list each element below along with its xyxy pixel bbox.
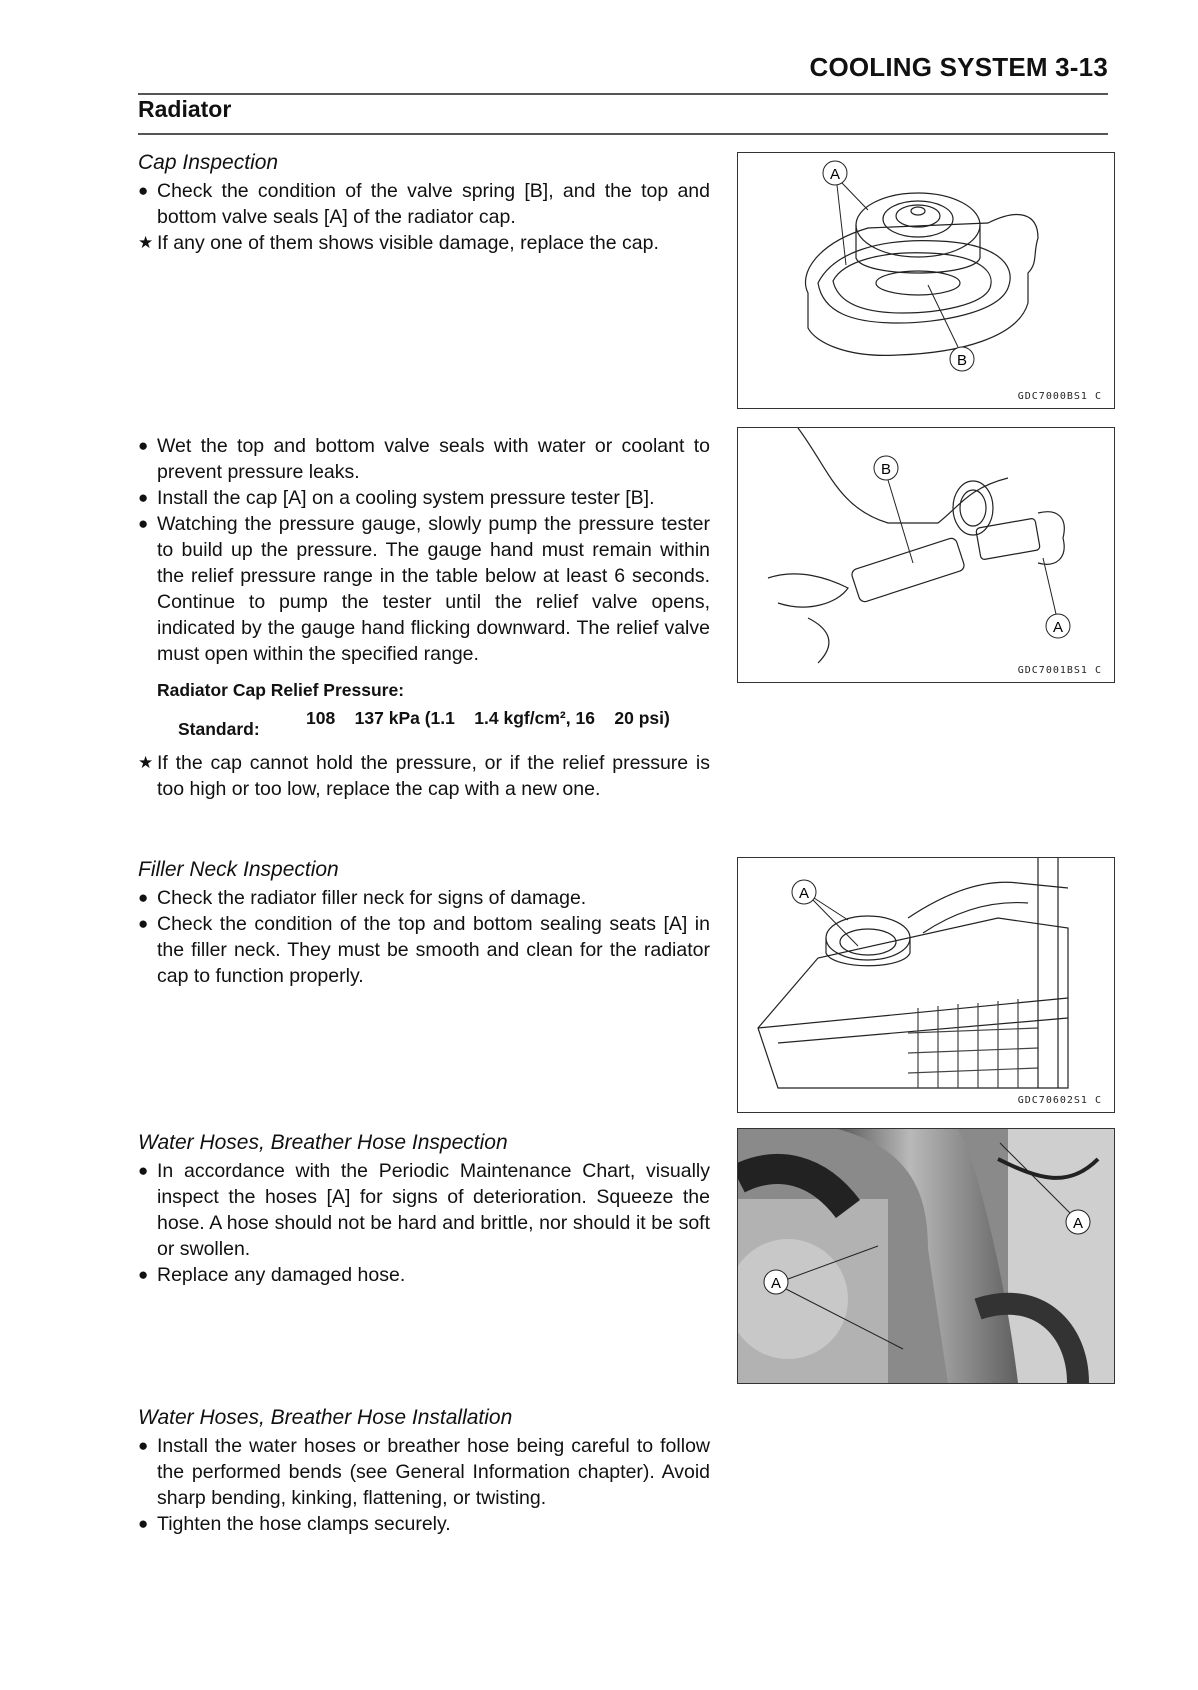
bullet-icon: ●: [138, 1514, 149, 1533]
bullet-icon: ●: [138, 514, 149, 533]
hoses-photo: [738, 1129, 1114, 1383]
list-item: [138, 1262, 710, 1288]
hose-inspection-heading: Water Hoses, Breather Hose Inspection: [138, 1131, 508, 1154]
svg-text:A: A: [1052, 619, 1064, 636]
filler-neck-drawing: [738, 858, 1114, 1112]
bullet-icon: ●: [138, 1436, 149, 1455]
figure-filler-neck: [737, 857, 1115, 1113]
hose-installation-heading: Water Hoses, Breather Hose Installation: [138, 1406, 513, 1429]
list-item: [138, 911, 710, 989]
list-item: [138, 1158, 710, 1262]
spec-heading: Radiator Cap Relief Pressure:: [157, 680, 405, 700]
list-item: [138, 178, 710, 230]
svg-text:B: B: [880, 461, 892, 478]
radiator-cap-drawing: [738, 153, 1114, 408]
bullet-icon: ●: [138, 488, 149, 507]
bullet-icon: ●: [138, 914, 149, 933]
item-text: Wet the top and bottom valve seals with water or coolant to prevent pressure leaks.: [157, 435, 710, 483]
item-text: Check the radiator filler neck for signs of damage.: [157, 887, 587, 909]
item-text: Install the water hoses or breather hose being careful to follow the performed bends (see General Information chapter). Avoid sharp bending, kinking, flattening, or twisting.: [157, 1435, 710, 1509]
item-text: In accordance with the Periodic Maintenance Chart, visually inspect the hoses [A] for signs of deterioration. Squeeze the hose. A hose should not be hard and brittle, nor should it be soft or swollen.: [157, 1160, 710, 1260]
figure-radiator-cap: [737, 152, 1115, 409]
spec-value: 108 137 kPa (1.1 1.4 kgf/cm², 16 20 psi): [306, 708, 670, 728]
list-item: [138, 1511, 710, 1537]
pressure-test-block: [138, 433, 710, 802]
hose-inspection-block: [138, 1129, 710, 1288]
section-rule: [138, 133, 1108, 135]
pressure-tester-drawing: [738, 428, 1114, 682]
star-icon: ★: [138, 233, 154, 252]
item-text: Watching the pressure gauge, slowly pump the pressure tester to build up the pressure. The gauge hand must remain within the relief pressure range in the table below at least 6 seconds. Continue to pump the tester until the relief valve opens, indicated by the gauge hand flicking downward. The relief valve must open within the specified range.: [157, 513, 710, 665]
item-text: If the cap cannot hold the pressure, or if the relief pressure is too high or too low, replace the cap with a new one.: [157, 752, 710, 800]
page-header-title: COOLING SYSTEM 3-13: [809, 52, 1108, 82]
list-item: [138, 433, 710, 485]
spec-label: Standard:: [178, 719, 260, 739]
figure-pressure-tester: [737, 427, 1115, 683]
callout-b: [928, 285, 974, 371]
figure-code: GDC7000BS1 C: [1017, 391, 1102, 402]
svg-text:A: A: [770, 1275, 782, 1292]
callout-a: [792, 880, 858, 946]
item-text: Tighten the hose clamps securely.: [157, 1513, 451, 1535]
bullet-icon: ●: [138, 436, 149, 455]
item-text: Replace any damaged hose.: [157, 1264, 406, 1286]
list-item: [138, 485, 710, 511]
svg-text:B: B: [956, 352, 968, 369]
list-item: [138, 230, 710, 256]
bullet-icon: ●: [138, 1161, 149, 1180]
bullet-icon: ●: [138, 888, 149, 907]
header-rule: [138, 93, 1108, 95]
star-icon: ★: [138, 753, 154, 772]
bullet-icon: ●: [138, 181, 149, 200]
item-text: Check the condition of the top and bottom sealing seats [A] in the filler neck. They must be smooth and clean for the radiator cap to function properly.: [157, 913, 710, 987]
list-item: [138, 885, 710, 911]
figure-hoses-photo: [737, 1128, 1115, 1384]
callout-b: [874, 456, 913, 563]
svg-text:A: A: [1072, 1215, 1084, 1232]
item-text: Install the cap [A] on a cooling system pressure tester [B].: [157, 487, 655, 509]
callout-a: [1043, 558, 1070, 638]
list-item: [138, 511, 710, 667]
cap-inspection-block: [138, 149, 710, 256]
item-text: Check the condition of the valve spring [B], and the top and bottom valve seals [A] of the radiator cap.: [157, 180, 710, 228]
section-title: Radiator: [138, 96, 232, 122]
figure-code: GDC7001BS1 C: [1017, 665, 1102, 676]
spec-row: [178, 707, 710, 740]
cap-inspection-heading: Cap Inspection: [138, 151, 279, 174]
svg-text:A: A: [798, 885, 810, 902]
bullet-icon: ●: [138, 1265, 149, 1284]
list-item: [138, 750, 710, 802]
svg-text:A: A: [829, 166, 841, 183]
filler-neck-heading: Filler Neck Inspection: [138, 858, 339, 881]
item-text: If any one of them shows visible damage, replace the cap.: [157, 232, 659, 254]
list-item: [138, 1433, 710, 1511]
filler-neck-block: [138, 856, 710, 989]
figure-code: GDC70602S1 C: [1017, 1095, 1102, 1106]
hose-installation-block: [138, 1404, 710, 1537]
